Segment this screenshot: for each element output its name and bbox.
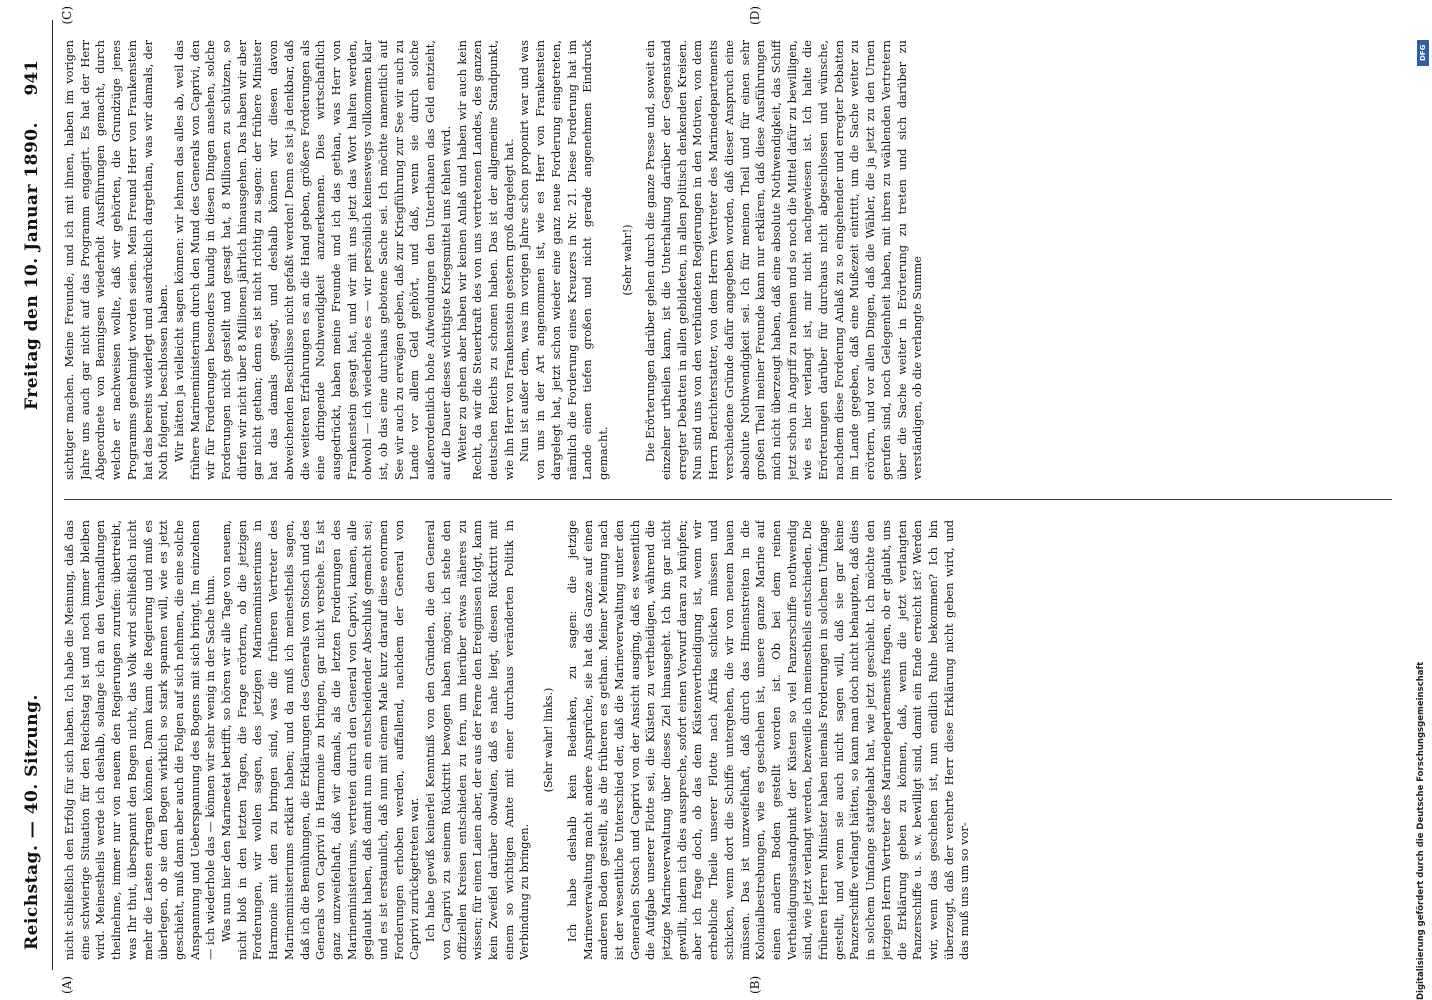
header-session: Reichstag. — 40. Sitzung. — [22, 694, 42, 950]
column-divider — [64, 499, 1392, 500]
paragraph: Weiter zu gehen aber haben wir keinen Anlaß und haben wir auch kein Recht, da wir die Steuerkraft des von uns vertretenen Landes, des ganzen deutschen Reichs zu schonen haben. Das ist der allgemeine Standpunkt, wie ihn Herr von Frankenstein gestern groß dargelegt hat. — [454, 40, 516, 480]
applause-note: (Sehr wahr!) — [620, 224, 634, 296]
margin-mark-c: (C) — [60, 6, 74, 25]
paragraph: Ich habe deshalb kein Bedenken, zu sagen: die jetzige Marineverwaltung macht andere Ansprüche, sie hat das Ganze auf einen anderen Boden gestellt, als die früheren es gethan. Meiner Meinung nach ist der wesentliche Unterschied der, daß die Marineverwaltung unter den Generalen Stosch und Caprivi von der Ansicht ausging, daß es wesentlich die Aufgabe unserer Flotte sei, die Küsten zu vertheidigen, während die jetzige Marineverwaltung über dieses Ziel hinausgeht. Ich bin gar nicht gewillt, indem ich dies ausspreche, sofort einen Vorwurf daran zu knüpfen; aber ich frage doch, ob das dem Küstenvertheidigung ist, wenn wir erhebliche Theile unserer Flotte nach Afrika schicken müssen und schicken, wenn dort die Schiffe untergehen, die wir von neuem bauen müssen. Das ist unzweifelhaft, daß durch das Hineinstreiten in die Kolonialbestrebungen, wie es geschehen ist, unsere ganze Marine auf einen andern Boden gestellt worden ist. Ob bei dem reinen Vertheidigungsstandpunkt der Küsten so viel Panzerschiffe nothwendig sind, wie jetzt verlangt werden, bezweifle ich meinestheils entschieden. Die früheren Herren Minister haben niemals Forderungen in solchem Umfange gestellt, und wenn sie auch nicht sagen will, daß sie gar keine Panzerschiffe verlangt hätten, so kann man doch nicht behaupten, daß dies in solchem Umfange stattgehabt hat, wie jetzt geschieht. Ich möchte den jetzigen Herrn Vertreter des Marinedepartements fragen, ob er glaubt, uns die Erklärung geben zu können, daß, wenn die jetzt verlangten Panzerschiffe u. s. w. bewilligt sind, damit ein Ende erreicht ist? Werden wir, wenn das geschehen ist, nun endlich Ruhe bekommen? Ich bin überzeugt, daß der verehrte Herr diese Erklärung nicht geben wird, und das muß uns um so vor- — [564, 520, 972, 960]
page-header — [18, 20, 53, 970]
paragraph: Was nun hier den Marineetat betrifft, so hören wir alle Tage von neuem, nicht bloß in den letzten Tagen, die Frage erörtern, ob die jetzigen Forderungen, wir wollen sagen, des jetzigen Marineministeriums in Harmonie mit den zu bringen sind, was die früheren Vertreter des Marineministeriums erklärt haben; und da muß ich meinestheils sagen, daß ich die Bemühungen, die Erklärungen des Generals von Stosch und des Generals von Caprivi in Harmonie zu bringen, gar nicht verstehe. Es ist ganz unzweifelhaft, daß wir damals, als die letzten Forderungen des Marineministeriums, vertreten durch den General von Caprivi, kamen, alle geglaubt haben, daß damit nun ein entscheidender Abschluß gemacht sei; und es ist erstaunlich, daß nun mit einem Male kurz darauf diese enormen Forderungen erhoben werden, auffallend, nachdem der General von Caprivi zurückgetreten war. — [219, 520, 422, 960]
margin-mark-a: (A) — [60, 975, 74, 994]
paragraph: nicht schließlich den Erfolg für sich haben. Ich habe die Meinung, daß das eine schwierige Situation für den Reichstag ist und noch immer bleiben wird. Meinestheils werde ich deshalb, solange ich an den Verhandlungen theilnehme, immer nur von neuem den Regierungen zurufen: übertreibt, was Ihr thut, überspannt den Bogen nicht, das Volk wird schließlich nicht mehr die Lasten ertragen können. Dann kann die Regierung und muß es überlegen, ob sie den Bogen wirklich so stark spannen will, wie es jetzt geschieht, muß dann aber auch die Folgen auf sich nehmen, die eine solche Anspannung und Ueberspannung des Bogens mit sich bringt. Im einzelnen — ich wiederhole das — können wir sehr wenig in der Sache thun. — [62, 520, 218, 960]
dfg-logo: DFG — [1417, 40, 1429, 66]
margin-mark-d: (D) — [748, 6, 762, 25]
text-columns — [62, 40, 1392, 960]
paragraph: sichtiger machen. Meine Freunde, und ich mit ihnen, haben im vorigen Jahre uns auch gar nicht auf das Programm engagirt. Es hat der Herr Abgeordnete von Bennigsen wiederholt Ausführungen gemacht, durch welche er nachweisen wollte, daß wir gehörten, die Grundzüge jenes Programms genehmigt worden seien. Mein Freund Herr von Frankenstein hat das bereits widerlegt und ausdrücklich dargethan, was wir damals, der Noth folgend, beschlossen haben. — [62, 40, 171, 480]
page-number: 941 — [22, 60, 42, 96]
header-date: Freitag den 10. Januar 1890. — [22, 121, 42, 410]
applause-note: (Sehr wahr! links.) — [542, 687, 556, 793]
margin-mark-b: (B) — [748, 975, 762, 994]
paragraph: Wir hätten ja vielleicht sagen können: wir lehnen das alles ab, weil das frühere Marineministerium durch den Mund des Generals von Caprivi, den wir für Forderungen besonders kundig in diesen Dingen ansehen, solche Forderungen nicht gestellt und gesagt hat, 8 Millionen zu schützen, so dürfen wir nicht über 8 Millionen jährlich hinausgehen. Das haben wir aber gar nicht gethan; denn es ist nicht richtig zu sagen: der frühere Minister hat das damals gesagt, und deshalb können wir diesen davon abweichenden Beschlüsse nicht gefaßt werden! Denn es ist ja denkbar, daß die weiteren Erfahrungen es an die Hand geben, größere Forderungen als eine dringende Nothwendigkeit anzuerkennen. Dies wirtschaftlich ausgedrückt, haben meine Freunde und ich das gethan, was Herr von Frankenstein gesagt hat, und wir mit uns jetzt das Wort halten werden, obwohl — ich wiederhole es — wir persönlich keineswegs vollkommen klar ist, ob das eine durchaus gebotene Sache sei. Ich möchte namentlich auf See wir auch zu erwägen geben, daß zur Kriegführung zur See wir auch zu Lande vor allem Geld gehört, und daß, wenn sie durch solche außerordentlich hohe Aufwendungen den Unterthanen das Geld entzieht, auf die Dauer dieses wichtigste Kriegsmittel uns fehlen wird. — [171, 40, 453, 480]
paragraph: Nun ist außer dem, was im vorigen Jahre schon proponirt war und was von uns in der Art angenommen ist, wie es Herr von Frankenstein dargelegt hat, jetzt schon wieder eine ganz neue Forderung eingetreten, nämlich die Forderung eines Kreuzers in Nr. 21. Diese Forderung hat im Lande einen tiefen großen und nicht gerade angenehmen Eindruck gemacht. — [517, 40, 610, 480]
paragraph: Die Erörterungen darüber gehen durch die ganze Presse und, soweit ein einzelner urtheilen kann, ist die Unterhaltung darüber der Gegenstand erregter Debatten in allen gebildeten, in allen politisch denkenden Kreisen. Nun sind uns von den verbündeten Regierungen in den Motiven, von dem Herrn Berichterstatter, von dem Herrn Vertreter des Marinedepartements verschiedene Gründe dafür angegeben worden, daß dieser Anspruch eine absolute Nothwendigkeit sei. Ich für meinen Theil und für einen sehr großen Theil meiner Freunde kann nur erklären, daß diese Ausführungen mich nicht überzeugt haben, daß eine absolute Nothwendigkeit, das Schiff jetzt schon in Angriff zu nehmen und so noch die Mittel dafür zu bewilligen, wie es hier verlangt ist, mir nicht nachgewiesen ist. Ich halte die Erörterungen darüber für durchaus nicht abgeschlossen und wünsche, nachdem diese Forderung Anlaß zu so eingehender und erregter Debatten im Lande gegeben, daß eine Mußezeit eintritt, um die Sache weiter zu erörtern, und vor allen Dingen, daß die Wähler, die ja jetzt zu den Urnen gerufen sind, noch Gelegenheit haben, mit ihren zu wählenden Vertretern über die Sache weiter in Erörterung zu treten und sich darüber zu verständigen, ob die verlangte Summe — [643, 40, 925, 480]
paragraph: Ich habe gewiß keinerlei Kenntniß von den Gründen, die den General von Caprivi zu seinem Rücktritt bewogen haben mögen; ich stehe den offiziellen Kreisen entschieden zu fern, um hierüber etwas näheres zu wissen; für einen Laien aber, der aus der Ferne den Ereignissen folgt, kann kein Zweifel darüber obwalten, daß es nahe liegt, diesen Rücktritt mit einem so wichtigen Amte mit einer durchaus veränderten Politik in Verbindung zu bringen. — [423, 520, 532, 960]
digitization-credit: Digitalisierung gefördert durch die Deutsche Forschungsgemeinschaft — [1416, 661, 1426, 1000]
left-column — [62, 520, 1392, 960]
right-column — [62, 40, 1392, 480]
